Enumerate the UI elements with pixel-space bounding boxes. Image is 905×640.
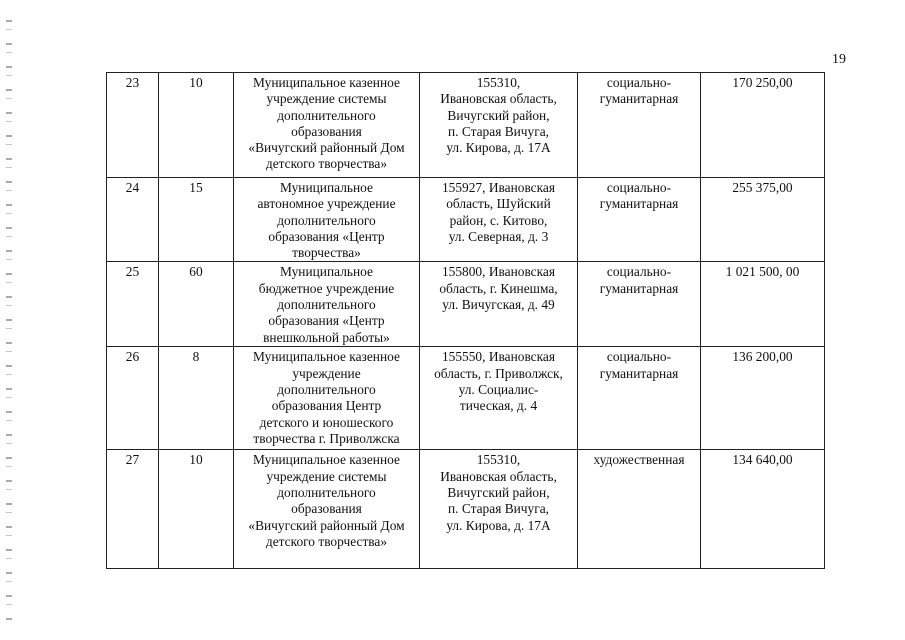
organization-cell: Муниципальное казенное учреждение дополнительного образования Центр детского и юношеского творчества г. Приволжска bbox=[234, 347, 420, 450]
direction-cell: социально- гуманитарная bbox=[578, 347, 701, 450]
amount-cell: 136 200,00 bbox=[701, 347, 825, 450]
address-cell: 155310, Ивановская область, Вичугский район, п. Старая Вичуга, ул. Кирова, д. 17А bbox=[420, 73, 578, 178]
row-number-cell: 27 bbox=[107, 450, 159, 569]
address-cell: 155310, Ивановская область, Вичугский район, п. Старая Вичуга, ул. Кирова, д. 17А bbox=[420, 450, 578, 569]
address-cell: 155800, Ивановская область, г. Кинешма, ул. Вичугская, д. 49 bbox=[420, 262, 578, 347]
address-cell: 155927, Ивановская область, Шуйский район, с. Китово, ул. Северная, д. 3 bbox=[420, 178, 578, 262]
amount-cell: 1 021 500, 00 bbox=[701, 262, 825, 347]
organization-cell: Муниципальное казенное учреждение системы дополнительного образования «Вичугский районный Дом детского творчества» bbox=[234, 73, 420, 178]
count-cell: 60 bbox=[159, 262, 234, 347]
institutions-table bbox=[106, 72, 825, 569]
organization-cell: Муниципальное автономное учреждение дополнительного образования «Центр творчества» bbox=[234, 178, 420, 262]
organization-cell: Муниципальное бюджетное учреждение дополнительного образования «Центр внешкольной работы» bbox=[234, 262, 420, 347]
amount-cell: 255 375,00 bbox=[701, 178, 825, 262]
table-row bbox=[107, 262, 825, 347]
row-number-cell: 26 bbox=[107, 347, 159, 450]
count-cell: 8 bbox=[159, 347, 234, 450]
direction-cell: художественная bbox=[578, 450, 701, 569]
count-cell: 10 bbox=[159, 73, 234, 178]
table-row bbox=[107, 347, 825, 450]
amount-cell: 170 250,00 bbox=[701, 73, 825, 178]
row-number-cell: 24 bbox=[107, 178, 159, 262]
row-number-cell: 23 bbox=[107, 73, 159, 178]
amount-cell: 134 640,00 bbox=[701, 450, 825, 569]
table-row bbox=[107, 73, 825, 178]
direction-cell: социально- гуманитарная bbox=[578, 73, 701, 178]
count-cell: 15 bbox=[159, 178, 234, 262]
address-cell: 155550, Ивановская область, г. Приволжск, ул. Социалис- тическая, д. 4 bbox=[420, 347, 578, 450]
table-row bbox=[107, 450, 825, 569]
organization-cell: Муниципальное казенное учреждение системы дополнительного образования «Вичугский районный Дом детского творчества» bbox=[234, 450, 420, 569]
page-number: 19 bbox=[832, 52, 846, 67]
direction-cell: социально- гуманитарная bbox=[578, 178, 701, 262]
count-cell: 10 bbox=[159, 450, 234, 569]
scan-edge-artifact bbox=[6, 20, 12, 620]
table-row bbox=[107, 178, 825, 262]
direction-cell: социально- гуманитарная bbox=[578, 262, 701, 347]
row-number-cell: 25 bbox=[107, 262, 159, 347]
